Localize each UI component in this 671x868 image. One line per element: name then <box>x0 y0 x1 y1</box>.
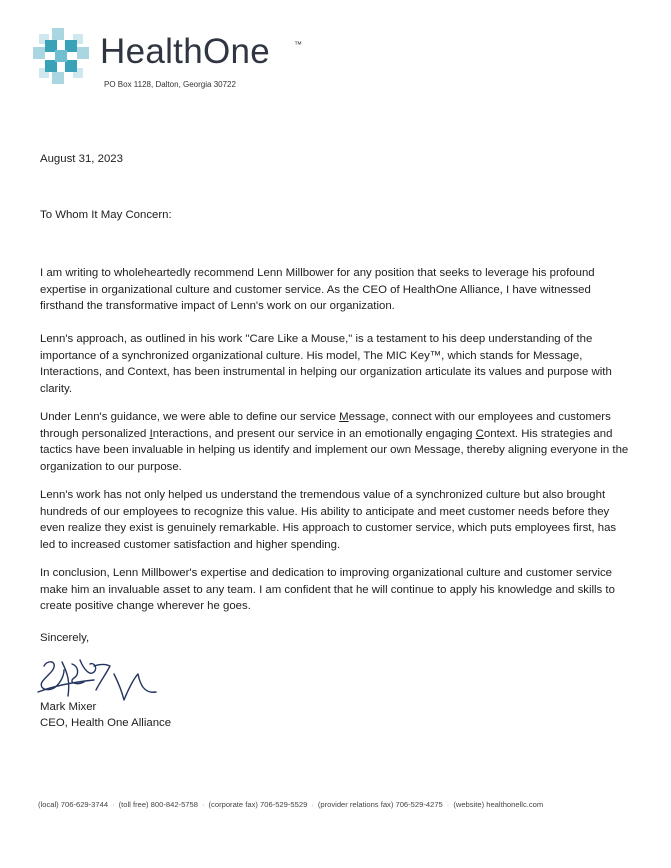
footer-local-phone: (local) 706-629-3744 <box>38 800 109 809</box>
signer-name: Mark Mixer <box>40 701 97 713</box>
paragraph-1: I am writing to wholeheartedly recommend Lenn Millbower for any position that seeks to leverage his profound expertise in organizational culture and customer service. As the CEO of HealthOne Alliance, I have witnessed firsthand the transformative impact of Lenn's work on our organization. <box>40 267 595 312</box>
letterhead-address: PO Box 1128, Dalton, Georgia 30722 <box>104 80 236 89</box>
message-initial: M <box>339 411 349 423</box>
footer-provider-fax: (provider relations fax) 706-529-4275 <box>317 800 443 809</box>
brand-name: HealthOne <box>100 32 271 71</box>
paragraph-3-text: Under Lenn's guidance, we were able to define our service <box>40 411 340 423</box>
footer-corporate-fax: (corporate fax) 706-529-5529 <box>208 800 308 809</box>
paragraph-2: Lenn's approach, as outlined in his work "Care Like a Mouse," is a testament to his deep understanding of the importance of a synchronized organizational culture. His model, The MIC Key™, which stands for Message, Interactions, and Context, has been instrumental in helping our organization articulate its values and purpose with clarity. <box>40 333 612 395</box>
paragraph-3 <box>40 409 632 475</box>
interactions-initial: I <box>149 427 153 440</box>
letter-date: August 31, 2023 <box>40 153 123 165</box>
context-initial: C <box>475 427 484 440</box>
paragraph-5: In conclusion, Lenn Millbower's expertise and dedication to improving organizational culture and customer service make him an invaluable asset to any team. I am confident that he will continue to apply his knowledge and skills to create positive change wherever he goes. <box>40 567 615 612</box>
paragraph-4: Lenn's work has not only helped us understand the tremendous value of a synchronized culture but also brought hundreds of our employees to recognize this value. His ability to anticipate and meet customer needs before they even realize they exist is genuinely remarkable. His approach to customer service, which puts employees first, has led to increased customer satisfaction and higher spending. <box>40 489 617 551</box>
footer-toll-free: (toll free) 800-842-5758 <box>118 800 198 809</box>
signature-icon <box>34 652 164 706</box>
salutation: To Whom It May Concern: <box>40 209 172 221</box>
footer-contact-line <box>38 800 638 809</box>
paragraph-3-text: nteractions, and present our service in an emotionally engaging <box>152 427 476 440</box>
footer-website: (website) healthonellc.com <box>453 800 544 809</box>
trademark-symbol: ™ <box>294 40 302 49</box>
closing: Sincerely, <box>40 632 90 644</box>
footer-separator: · <box>311 800 314 809</box>
paragraph-3-text: essage, connect with our employees and customers through personalized <box>40 411 611 440</box>
signer-title: CEO, Health One Alliance <box>40 717 172 729</box>
footer-separator: · <box>446 800 450 809</box>
healthone-logo-icon <box>33 28 89 84</box>
footer-separator: · <box>112 800 115 809</box>
footer-separator: · <box>201 800 205 809</box>
paragraph-3-text: ontext. His strategies and tactics have been invaluable in helping us identify and implement our own Message, thereby aligning everyone in the organization to our purpose. <box>40 427 629 473</box>
